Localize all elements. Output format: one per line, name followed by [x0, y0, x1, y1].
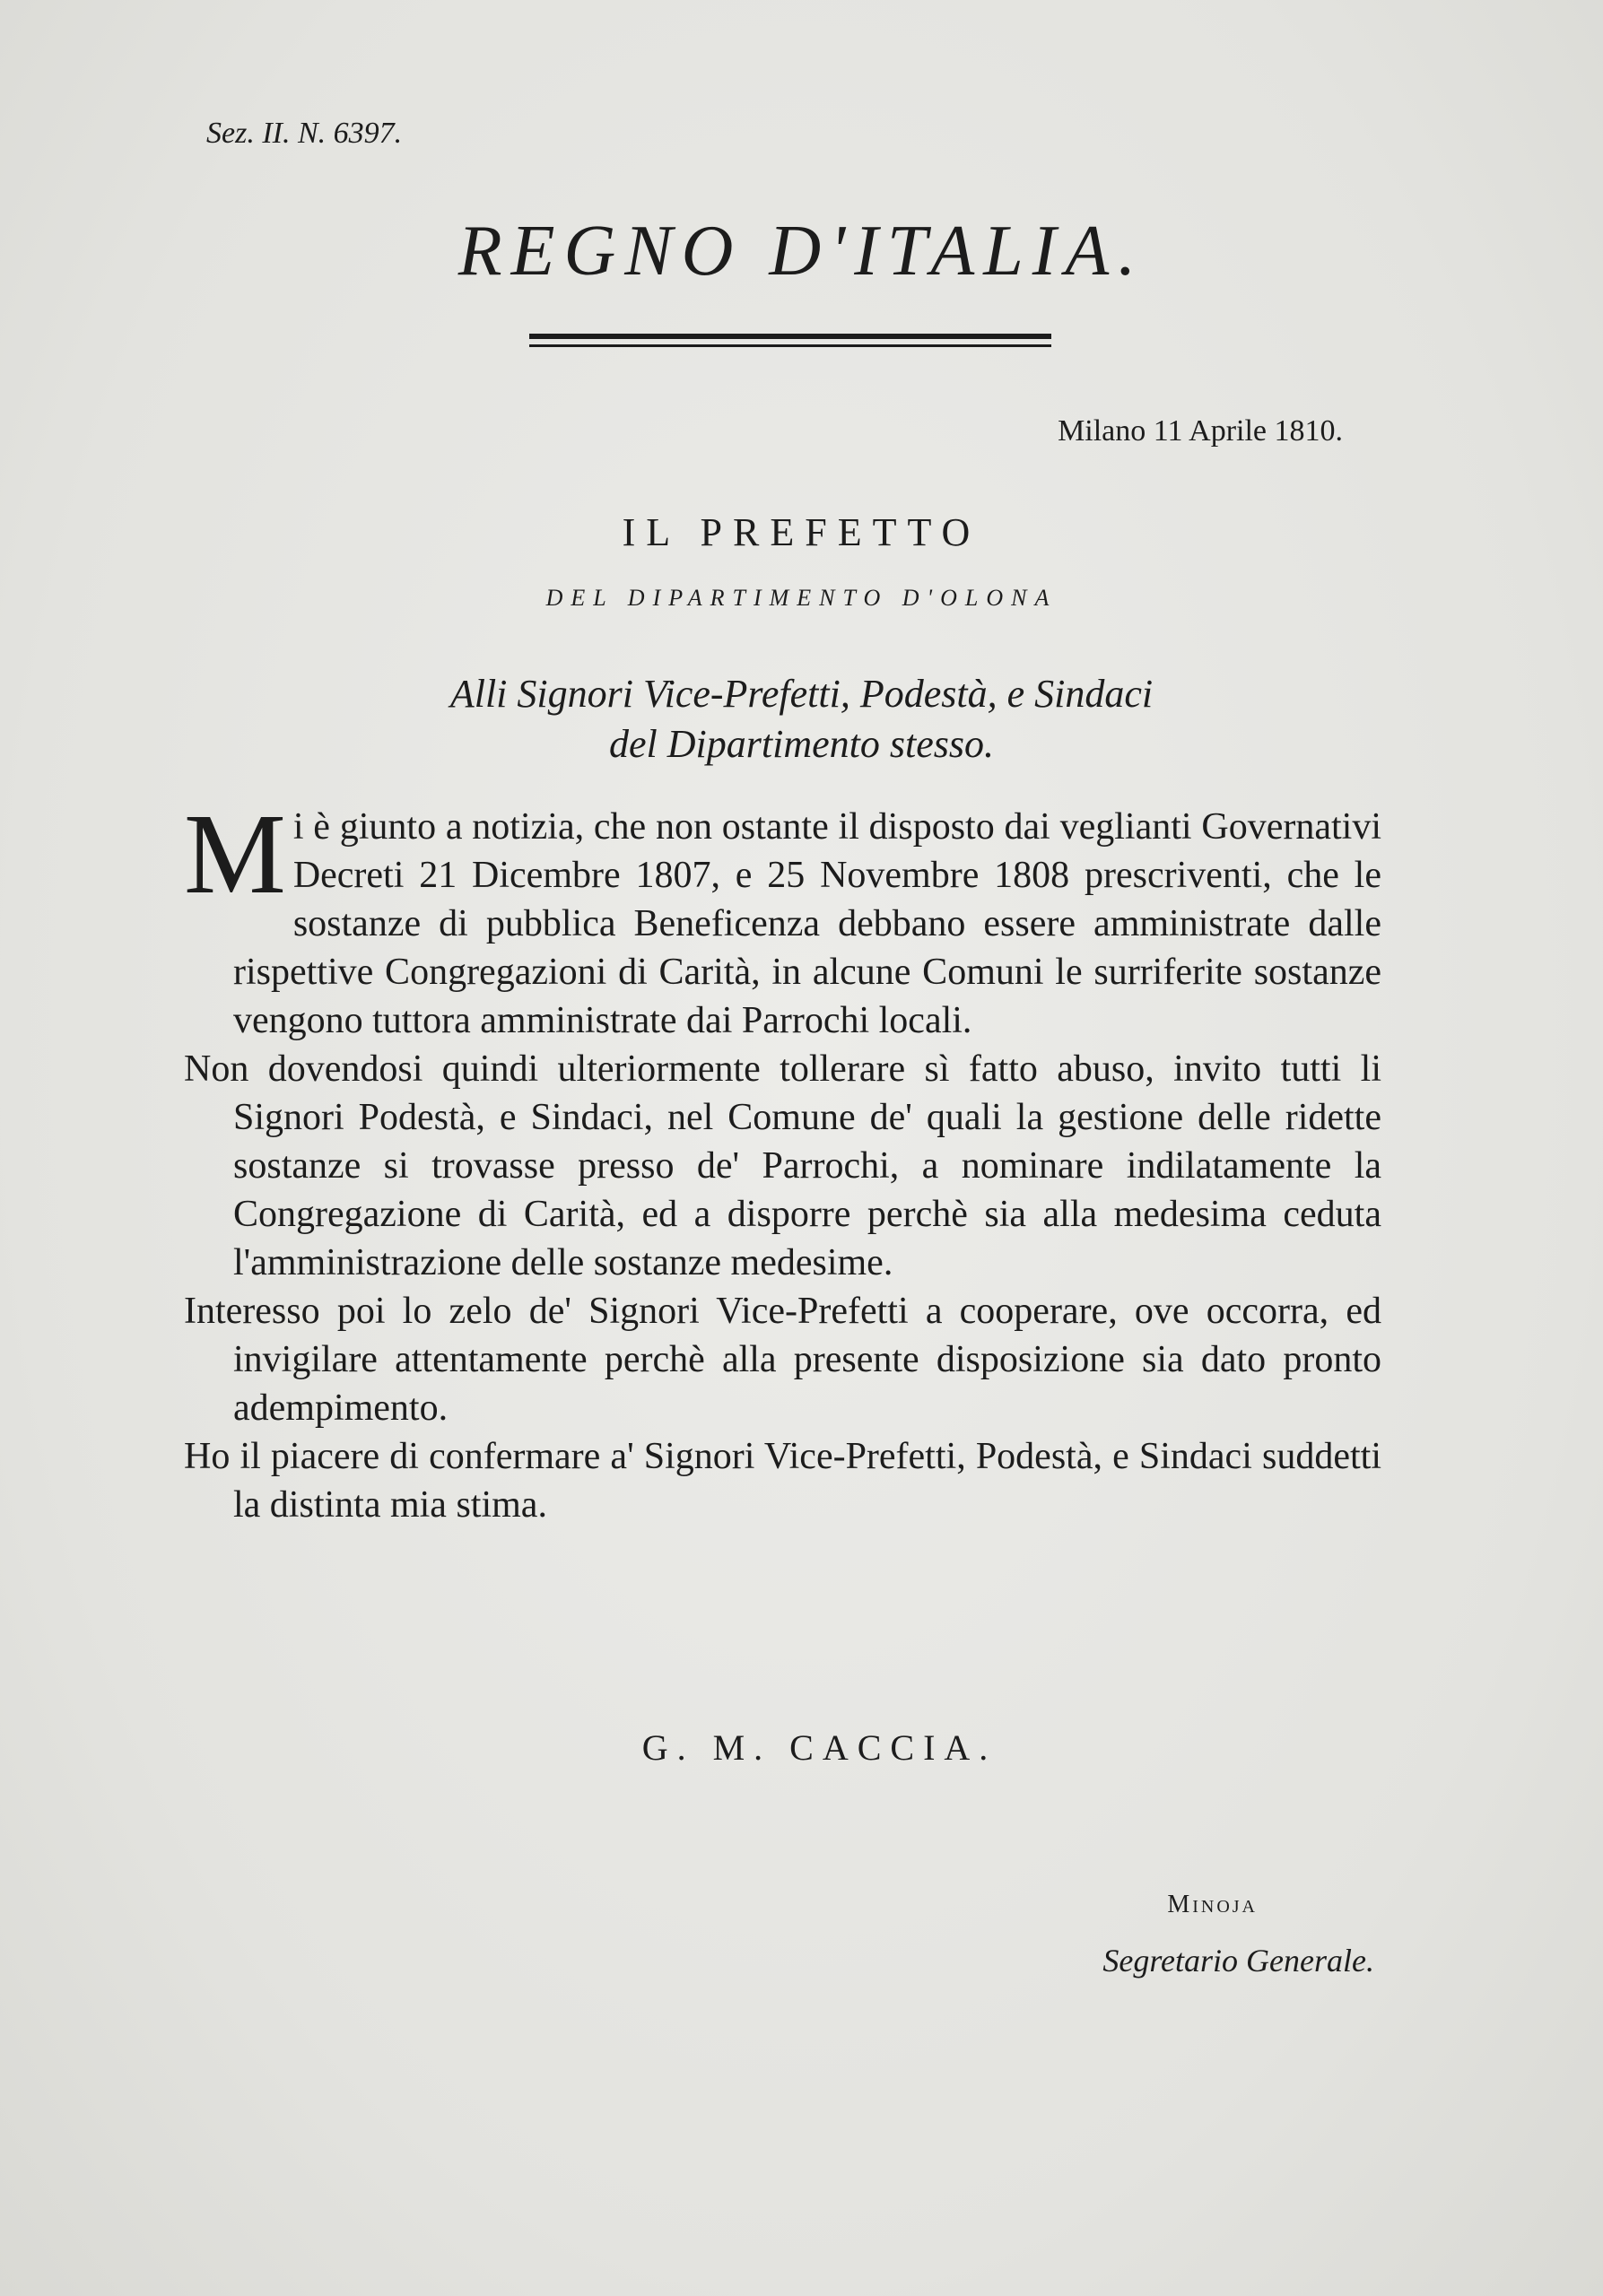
document-title: REGNO D'ITALIA.	[457, 212, 1146, 291]
title-rule-thick	[529, 334, 1051, 339]
address-line-2: del Dipartimento stesso.	[609, 722, 994, 766]
body-text	[184, 790, 1381, 1529]
title-rule-thin	[529, 344, 1051, 347]
paragraph-3: Interesso poi lo zelo de' Signori Vice-Prefetti a cooperare, ove occorra, ed invigilare attentamente perchè alla presente disposizione sia dato pronto adempimento.	[184, 1291, 1381, 1429]
department-heading: DEL DIPARTIMENTO D'OLONA	[545, 585, 1058, 611]
secretary-title: Segretario Generale.	[1102, 1943, 1374, 1979]
prefect-signature: G. M. CACCIA.	[641, 1727, 998, 1768]
drop-cap: M	[184, 790, 286, 918]
document-date: Milano 11 Aprile 1810.	[1058, 414, 1343, 448]
paragraph-2: Non dovendosi quindi ulteriormente tollerare sì fatto abuso, invito tutti li Signori Podestà, e Sindaci, nel Comune de' quali la gestione delle ridette sostanze si trovasse presso de' Parrochi, a nominare indilatamente la Congregazione di Carità, ed a disporre perchè sia alla medesima ceduta l'amministrazione delle sostanze medesime.	[184, 1048, 1381, 1283]
secretary-name: Minoja	[1167, 1891, 1258, 1918]
paragraph-1-text: i è giunto a notizia, che non ostante il disposto dai veglianti Governativi Decreti 21 Dicembre 1807, e 25 Novembre 1808 prescriventi, che le sostanze di pubblica Beneficenza debbano essere amministrate dalle rispettive Congregazioni di Carità, in alcune Comuni le surriferite sostanze vengono tuttora amministrate dai Parrochi locali.	[233, 806, 1381, 1041]
paragraph-1	[184, 790, 1381, 1045]
reference-number: Sez. II. N. 6397.	[206, 117, 403, 150]
paragraph-4: Ho il piacere di confermare a' Signori Vice-Prefetti, Podestà, e Sindaci suddetti la distinta mia stima.	[184, 1436, 1381, 1526]
issuer-heading: IL PREFETTO	[622, 510, 981, 554]
address-line-1: Alli Signori Vice-Prefetti, Podestà, e Sindaci	[449, 672, 1154, 716]
